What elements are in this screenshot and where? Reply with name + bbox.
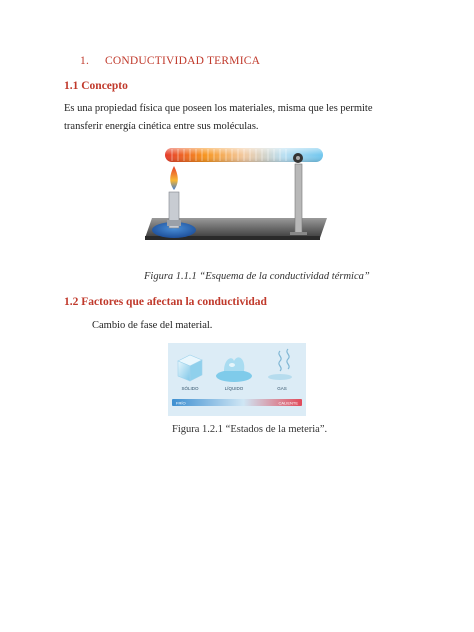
label-solid: SÓLIDO <box>181 386 199 391</box>
figure-states-of-matter <box>168 343 306 416</box>
section-title <box>80 55 260 67</box>
stand-pole <box>295 164 302 234</box>
factor-item: Cambio de fase del material. <box>92 320 213 331</box>
heading-factores: 1.2 Factores que afectan la conductividad <box>64 296 267 308</box>
label-gas: GAS <box>277 386 287 391</box>
scale-hot-label: CALIENTE <box>278 400 298 406</box>
concepto-paragraph: Es una propiedad física que poseen los materiales, misma que les permite transferir energía cinética entre sus moléculas. <box>64 103 373 132</box>
label-liquid: LÍQUIDO <box>224 386 244 391</box>
section-number: 1. <box>80 55 90 67</box>
states-of-matter-illustration <box>168 343 306 416</box>
scale-cold-label: FRÍO <box>176 400 186 406</box>
heading-concepto: 1.1 Concepto <box>64 80 128 92</box>
thermal-conductivity-illustration <box>140 140 327 243</box>
figure-thermal-conductivity <box>140 140 327 243</box>
section-title-text: CONDUCTIVIDAD TERMICA <box>105 55 261 67</box>
figure2-caption: Figura 1.2.1 “Estados de la meteria”. <box>172 424 328 435</box>
solid-icon <box>178 355 202 381</box>
figure1-caption: Figura 1.1.1 “Esquema de la conductividad térmica” <box>144 271 370 282</box>
